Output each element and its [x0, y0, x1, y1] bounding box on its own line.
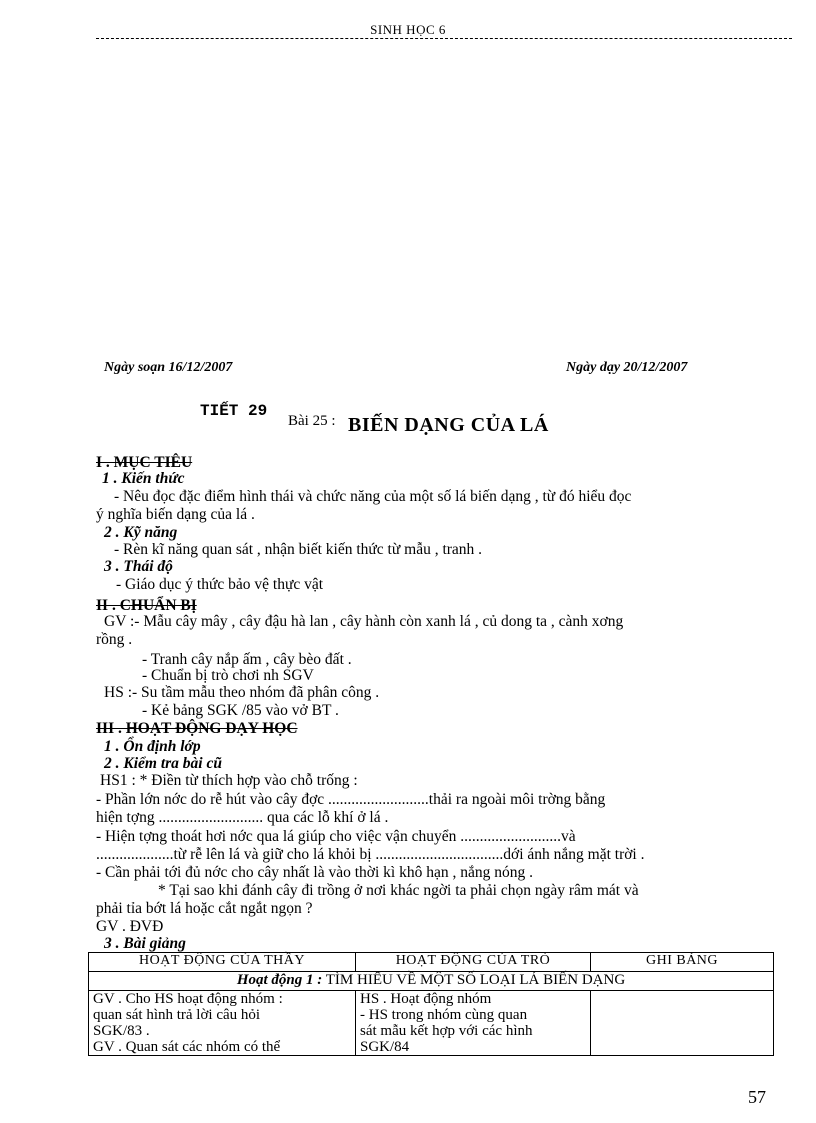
subsection-attitude: 3 . Thái độ [104, 558, 173, 575]
body-line: * Tại sao khi đánh cây đi trồng ở nơi khác ngời ta phải chọn ngày râm mát và [158, 882, 639, 899]
student-line: - HS trong nhóm cùng quan [360, 1007, 528, 1023]
subsection-lesson: 3 . Bài giảng [104, 935, 186, 952]
header-divider [96, 38, 792, 39]
board-cell [591, 991, 774, 1056]
body-line: hiện tợng ........................... qua các lỗ khí ở lá . [96, 809, 389, 826]
body-line: HS1 : * Điền từ thích hợp vào chỗ trống : [100, 772, 358, 789]
body-line: GV . ĐVĐ [96, 918, 164, 935]
body-line: ....................từ rễ lên lá và giữ cho lá khỏi bị .................................dới ánh nắng mặt trời . [96, 846, 645, 863]
body-line: - Tranh cây nắp ấm , cây bèo đất . [142, 651, 352, 668]
running-header: SINH HỌC 6 [370, 22, 446, 37]
lesson-title: BIẾN DẠNG CỦA LÁ [348, 414, 549, 436]
column-header-student: HOẠT ĐỘNG CỦA TRÒ [356, 953, 591, 972]
student-line: HS . Hoạt động nhóm [360, 991, 492, 1007]
student-line: sát mẫu kết hợp với các hình [360, 1023, 533, 1039]
student-cell [356, 991, 591, 1056]
section-objectives: I . MỤC TIÊU [96, 454, 193, 471]
page-number: 57 [748, 1087, 766, 1107]
teacher-line: quan sát hình trả lời câu hỏi [93, 1007, 261, 1023]
student-line: SGK/84 [360, 1039, 410, 1055]
body-line: ý nghĩa biến dạng của lá . [96, 506, 255, 523]
date-taught: Ngày dạy 20/12/2007 [566, 360, 688, 375]
body-line: - Chuẩn bị trò chơi nh SGV [142, 667, 314, 684]
subsection-knowledge: 1 . Kiến thức [102, 470, 185, 487]
body-line: - Rèn kĩ năng quan sát , nhận biết kiến thức từ mẫu , tranh . [114, 541, 483, 558]
activity-label: Hoạt động 1 : [236, 972, 323, 988]
lesson-number: Bài 25 : [288, 413, 336, 429]
subsection-class-setup: 1 . Ổn định lớp [104, 738, 201, 755]
section-activities: III . HOẠT ĐỘNG DẠY HỌC [96, 720, 298, 737]
lesson-activity-table [88, 952, 774, 1056]
column-header-teacher: HOẠT ĐỘNG CỦA THẦY [89, 953, 356, 972]
body-line: - Cần phải tới đủ nớc cho cây nhất là vào thời kì khô hạn , nắng nóng . [96, 864, 533, 881]
subsection-review: 2 . Kiểm tra bài cũ [104, 755, 222, 772]
body-line: phải tỉa bớt lá hoặc cắt ngắt ngọn ? [96, 900, 313, 917]
period-label: TIẾT 29 [200, 402, 268, 420]
body-line: GV :- Mẫu cây mây , cây đậu hà lan , cây hành còn xanh lá , củ dong ta , cành xơng [104, 613, 624, 630]
body-line: HS :- Su tầm mẫu theo nhóm đã phân công . [104, 684, 380, 701]
teacher-line: GV . Quan sát các nhóm có thể [93, 1039, 281, 1055]
body-line: - Giáo dục ý thức bảo vệ thực vật [116, 576, 324, 593]
body-line: - Hiện tợng thoát hơi nớc qua lá giúp cho việc vận chuyển ..........................và [96, 828, 576, 845]
activity-row [89, 972, 774, 991]
teacher-line: GV . Cho HS hoạt động nhóm : [93, 991, 283, 1007]
body-line: - Phần lớn nớc do rễ hút vào cây đợc ..........................thải ra ngoài môi trờng bằng [96, 791, 606, 808]
body-line: rồng . [96, 631, 133, 648]
section-preparation: II . CHUẨN BỊ [96, 597, 197, 614]
date-prepared: Ngày soạn 16/12/2007 [104, 360, 233, 375]
teacher-line: SGK/83 . [93, 1023, 150, 1039]
activity-title: TÌM HIỂU VỀ MỘT SỐ LOẠI LÁ BIẾN DẠNG [322, 972, 626, 988]
teacher-cell [89, 991, 356, 1056]
body-line: - Nêu đọc đặc điểm hình thái và chức năng của một số lá biến dạng , từ đó hiểu đọc [114, 488, 632, 505]
column-header-board: GHI BẢNG [591, 953, 774, 972]
body-line: - Kẻ bảng SGK /85 vào vở BT . [142, 702, 339, 719]
subsection-skills: 2 . Kỹ năng [104, 524, 178, 541]
